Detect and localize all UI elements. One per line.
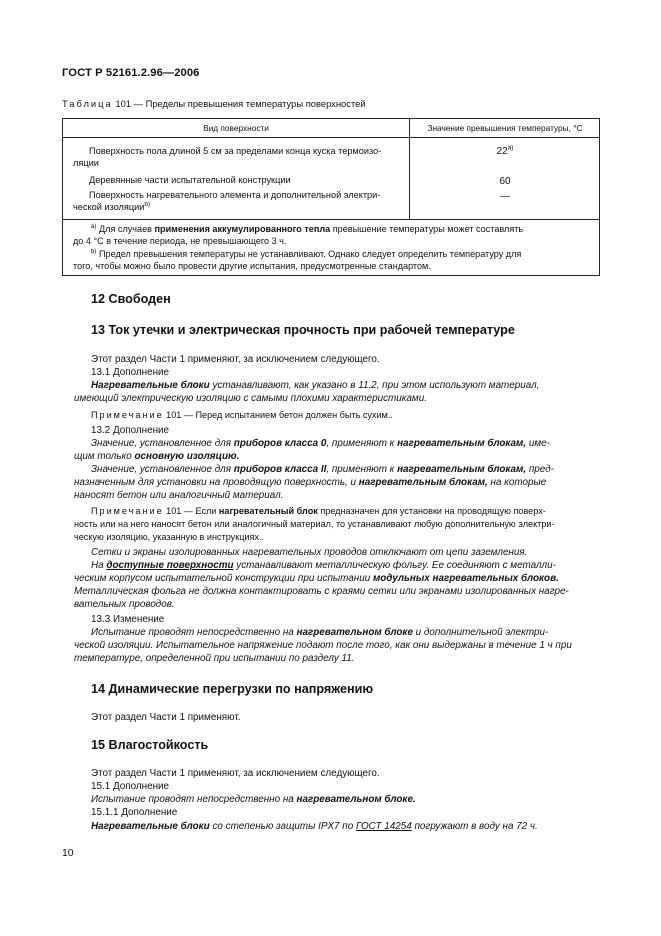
section-12-title: 12 Свободен (91, 292, 171, 306)
s15-1-paragraph: Испытание проводят непосредственно на нагревательном блоке. (91, 794, 416, 805)
s13-note-2-line-2: ность или на него наносят бетон или аналогичный материал, то устанавливают любую дополнительную электри- (74, 519, 555, 529)
table-caption (62, 98, 366, 109)
section-14-title: 14 Динамические перегрузки по напряжению (91, 682, 374, 696)
footnote-b-mark: b) (90, 247, 97, 255)
s13-2-paragraph-2-line-3: наносят бетон или аналогичный материал. (74, 490, 284, 501)
table-footnote-a: $^{a)}$ Для случаев применения аккумулированного тепла превышение температуры может составлять (90, 222, 524, 234)
s13-foil-paragraph-line-2: ческим корпусом испытательной конструкции при испытании модульных нагревательных блоков. (74, 573, 559, 584)
s13-3-paragraph-line-3: температуре, определенной при испытании по разделу 11. (74, 653, 355, 664)
table-header-surface: Вид поверхности (203, 123, 269, 133)
document-header: ГОСТ Р 52161.2.96—2006 (62, 67, 200, 79)
s13-foil-paragraph: На доступные поверхности устанавливают металлическую фольгу. Ее соединяют с металли- (91, 560, 556, 571)
table-row-1-footnote-mark: a) (507, 144, 514, 152)
section-13-title: 13 Ток утечки и электрическая прочность при рабочей температуре (91, 323, 515, 337)
table-row-2-value: 60 (499, 176, 511, 187)
table-row-3-line-2 (73, 201, 150, 213)
s13-intro: Этот раздел Части 1 применяют, за исключением следующего. (91, 354, 380, 365)
s13-2-paragraph-1: Значение, установленное для приборов класса 0, применяют к нагревательным блокам, име- (91, 438, 550, 449)
table-footnote-divider (63, 219, 599, 220)
s15-1-1-paragraph: Нагревательные блоки со степенью защиты IPX7 по ГОСТ 14254 погружают в воду на 72 ч. (91, 821, 538, 832)
s13-3-paragraph-line-2: ческой изоляции. Испытательное напряжение подают после того, как они выдержаны в течение 1 ч при (74, 640, 572, 651)
page-number: 10 (62, 848, 74, 859)
s15-intro: Этот раздел Части 1 применяют, за исключением следующего. (91, 768, 380, 779)
s13-note-1: Примечание 101 — Перед испытанием бетон должен быть сухим.. (91, 410, 393, 420)
s13-grounding-paragraph: Сетки и экраны изолированных нагревательных проводов отключают от цепи заземления. (91, 547, 528, 558)
table-row-3-value: — (500, 191, 510, 202)
s13-2-paragraph-2-line-2: назначенным для установки на проводящую поверхность, и нагревательным блокам, на которые (74, 477, 547, 488)
gost-14254-link[interactable]: ГОСТ 14254 (355, 821, 412, 832)
table-footnote-a-line-2: до 4 °С в течение периода, не превышающего 3 ч. (73, 236, 287, 246)
section-15-title: 15 Влагостойкость (91, 738, 209, 752)
s15-1-1-clause: 15.1.1 Дополнение (91, 807, 178, 818)
s13-1-clause: 13.1 Дополнение (91, 367, 170, 378)
s15-1-clause: 15.1 Дополнение (91, 781, 170, 792)
s13-1-paragraph: Нагревательные блоки устанавливают, как указано в 11.2, при этом используют материал, (91, 380, 540, 391)
s13-2-paragraph-1-line-2: щим только основную изоляцию. (74, 451, 240, 462)
s13-note-2: Примечание 101 — Если нагревательный блок предназначен для установки на проводящую поверх- (91, 506, 546, 516)
s13-note-2-line-3: ческую изоляцию, указанную в инструкциях.. (74, 532, 265, 542)
table-row-1-value-number: 22 (496, 146, 508, 157)
table-header-divider (63, 137, 599, 138)
table-caption-text: 101 — Пределы превышения температуры поверхностей (115, 98, 366, 109)
table-row-3-text: ческой изоляции (73, 202, 145, 212)
footnote-a-mark: a) (90, 222, 97, 230)
table-footnote-b-line-2: того, чтобы можно было провести другие испытания, предусмотренные стандартом. (73, 261, 431, 271)
table-column-divider (409, 119, 410, 219)
s14-text: Этот раздел Части 1 применяют. (91, 712, 241, 723)
table-footnote-b: $^{b)}$ Предел превышения температуры не устанавливают. Однако следует определить температуру для (90, 247, 522, 259)
s13-3-clause: 13.3 Изменение (91, 614, 165, 625)
s13-3-paragraph: Испытание проводят непосредственно на нагревательном блоке и дополнительной электри- (91, 627, 549, 638)
table-row-1-line-2: ляции (73, 158, 99, 168)
table-row-1-value (410, 146, 600, 157)
s13-2-paragraph-2: Значение, установленное для приборов класса II, применяют к нагревательным блокам, пред- (91, 464, 554, 475)
table-caption-label: Таблица (62, 98, 113, 109)
table-header-value: Значение превышения температуры, °С (427, 123, 583, 133)
table-row-1-line-1: Поверхность пола длиной 5 см за пределами конца куска термоизо- (89, 146, 382, 156)
s13-foil-paragraph-line-3: Металлическая фольга не должна контактировать с краями сетки или экранами изолированных нагре- (74, 586, 569, 597)
table-row-3-footnote-mark: b) (144, 200, 151, 208)
temperature-limits-table (62, 118, 600, 276)
s13-1-paragraph-line-2: имеющий электрическую изоляцию с самыми плохими характеристиками. (74, 393, 427, 404)
s13-2-clause: 13.2 Дополнение (91, 425, 170, 436)
table-row-3-line-1: Поверхность нагревательного элемента и дополнительной электри- (89, 190, 381, 200)
s13-foil-paragraph-line-4: вательных проводов. (74, 599, 175, 610)
table-row-2: Деревянные части испытательной конструкции (89, 175, 291, 185)
